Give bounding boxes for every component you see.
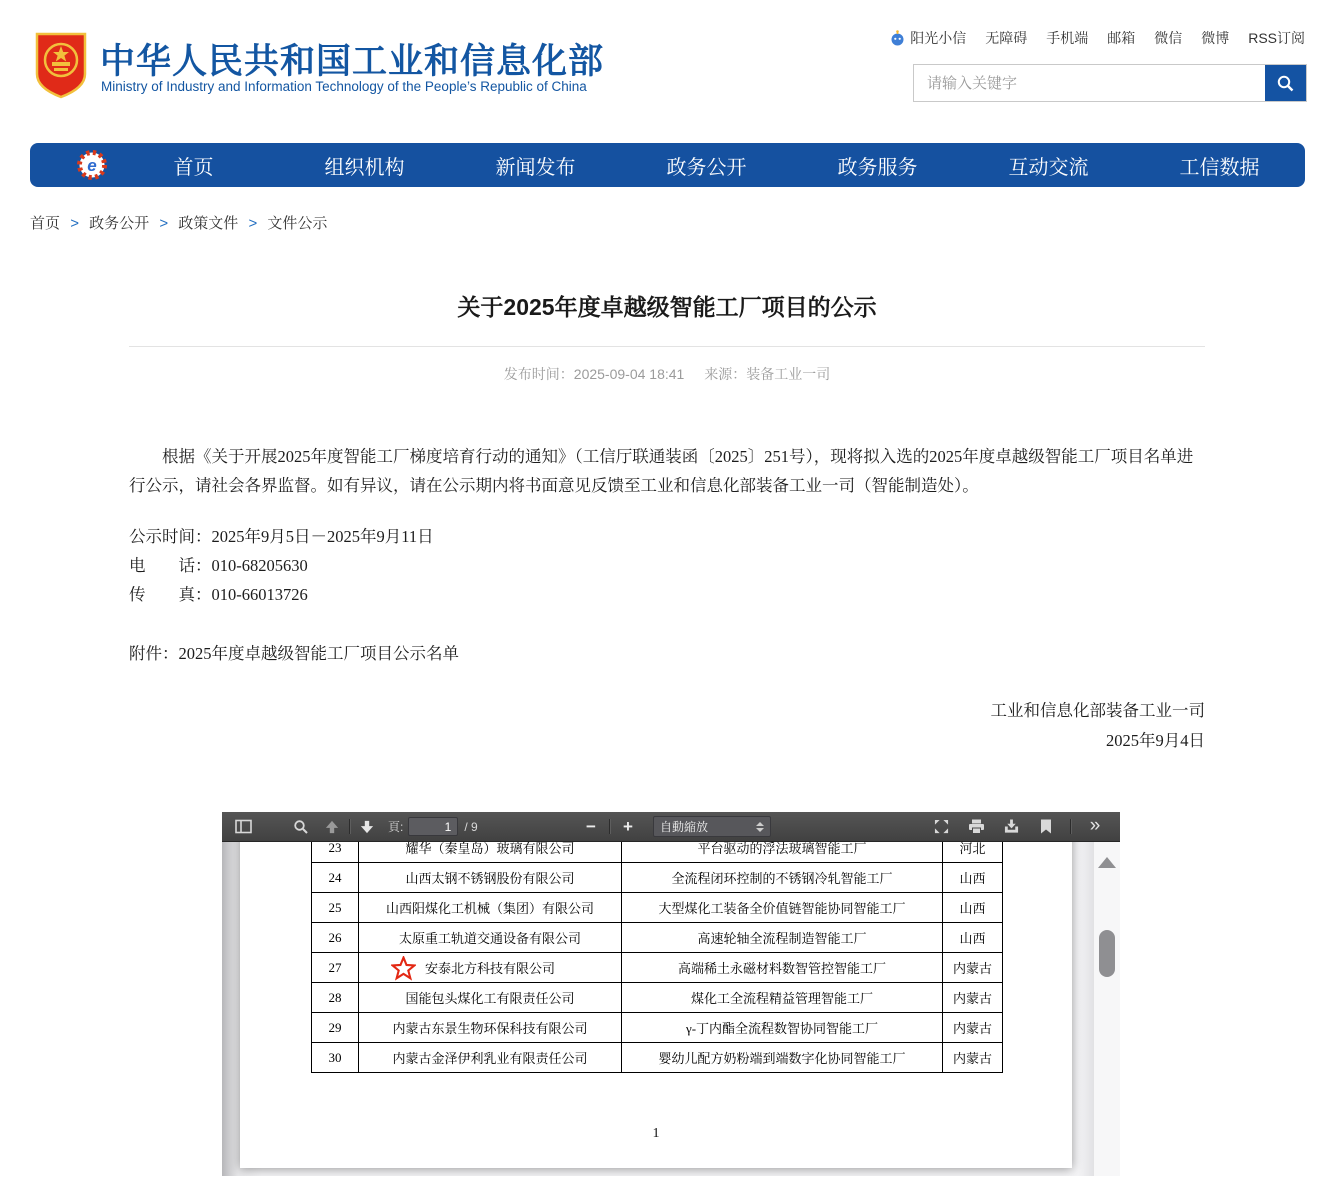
quick-link-mail[interactable]: 邮箱 <box>1107 30 1136 46</box>
phone-line: 电 话：010-68205630 <box>129 556 308 575</box>
company-cell: 国能包头煤化工有限责任公司 <box>359 983 622 1013</box>
breadcrumb-file-notice: 文件公示 <box>267 215 328 232</box>
nav-item-news[interactable]: 新闻发布 <box>495 156 576 179</box>
article-meta <box>129 364 1205 384</box>
nav-item-gov-services[interactable]: 政务服务 <box>837 156 918 179</box>
site-header <box>0 0 1333 133</box>
table-row <box>312 1043 1003 1073</box>
quick-link-rss[interactable]: RSS订阅 <box>1248 30 1305 46</box>
nav-item-home[interactable]: 首页 <box>173 156 214 179</box>
signature-department: 工业和信息化部装备工业一司 <box>990 701 1205 720</box>
more-tools-button[interactable]: » <box>1089 815 1101 836</box>
table-row <box>312 1013 1003 1043</box>
fax-line: 传 真：010-66013726 <box>129 585 308 604</box>
breadcrumb <box>30 212 1333 233</box>
company-name: 安泰北方科技有限公司 <box>424 961 555 976</box>
find-button[interactable] <box>290 816 312 838</box>
article <box>129 289 1205 756</box>
company-cell: 太原重工轨道交通设备有限公司 <box>359 923 622 953</box>
table-row <box>312 842 1003 863</box>
row-number: 25 <box>312 893 359 923</box>
project-cell: 高端稀土永磁材料数智管控智能工厂 <box>622 953 943 983</box>
quick-link-mobile[interactable]: 手机端 <box>1046 30 1089 46</box>
nav-item-interaction[interactable]: 互动交流 <box>1008 156 1089 179</box>
breadcrumb-gov-disclosure[interactable]: 政务公开 <box>89 215 150 232</box>
table-row <box>312 983 1003 1013</box>
nav-item-gov-disclosure[interactable]: 政务公开 <box>666 156 747 179</box>
province-cell: 内蒙古 <box>943 953 1003 983</box>
article-paragraph: 根据《关于开展2025年度智能工厂梯度培育行动的通知》（工信厅联通装函〔2025〕251号），现将拟入选的2025年度卓越级智能工厂项目名单进行公示，请社会各界监督。如有异议，请在公示期内将书面意见反馈至工业和信息化部装备工业一司（智能制造处）。 <box>129 447 1194 495</box>
pdf-content-area <box>222 842 1120 1176</box>
breadcrumb-home[interactable]: 首页 <box>30 215 61 232</box>
project-cell: 平台驱动的浮法玻璃智能工厂 <box>622 842 943 863</box>
bookmark-icon <box>1040 819 1052 834</box>
signature-date: 2025年9月4日 <box>1106 731 1205 750</box>
robot-icon <box>889 30 906 47</box>
breadcrumb-separator: > <box>159 215 169 232</box>
province-cell: 山西 <box>943 923 1003 953</box>
national-emblem-icon <box>35 32 87 99</box>
row-number: 26 <box>312 923 359 953</box>
notice-period-line: 公示时间：2025年9月5日－2025年9月11日 <box>129 527 434 546</box>
company-cell <box>359 953 622 983</box>
project-cell: 煤化工全流程精益管理智能工厂 <box>622 983 943 1013</box>
toolbar-divider <box>349 819 350 834</box>
project-cell: 大型煤化工装备全价值链智能协同智能工厂 <box>622 893 943 923</box>
project-cell: γ-丁内酯全流程数智协同智能工厂 <box>622 1013 943 1043</box>
arrow-down-icon <box>360 820 374 834</box>
breadcrumb-policy-files[interactable]: 政策文件 <box>178 215 239 232</box>
page-total: / 9 <box>464 819 478 834</box>
scrollbar-thumb[interactable] <box>1099 930 1115 977</box>
attachment-line: 附件：2025年度卓越级智能工厂项目公示名单 <box>129 644 459 663</box>
quick-link-sunshine[interactable]: 阳光小信 <box>889 28 966 48</box>
presentation-mode-button[interactable] <box>930 816 952 838</box>
main-navbar <box>30 143 1305 187</box>
quick-link-accessibility[interactable]: 无障碍 <box>985 30 1028 46</box>
project-cell: 高速轮轴全流程制造智能工厂 <box>622 923 943 953</box>
zoom-out-button[interactable]: − <box>586 816 596 836</box>
red-star-icon <box>391 956 416 981</box>
info-lines <box>129 522 1205 609</box>
row-number: 29 <box>312 1013 359 1043</box>
search-input[interactable] <box>914 65 1265 101</box>
select-arrows-icon <box>756 822 764 832</box>
company-cell: 耀华（秦皇岛）玻璃有限公司 <box>359 842 622 863</box>
row-number: 30 <box>312 1043 359 1073</box>
print-button[interactable] <box>965 816 987 838</box>
quick-link-wechat[interactable]: 微信 <box>1154 30 1183 46</box>
toolbar-divider <box>1070 819 1071 834</box>
zoom-mode-label: 自動縮放 <box>660 820 709 834</box>
scroll-up-arrow-icon[interactable] <box>1098 857 1116 868</box>
project-table <box>311 842 1003 1073</box>
company-cell: 山西太钢不锈钢股份有限公司 <box>359 863 622 893</box>
pdf-toolbar <box>222 812 1120 842</box>
search-button[interactable] <box>1265 65 1306 101</box>
project-cell: 婴幼儿配方奶粉端到端数字化协同智能工厂 <box>622 1043 943 1073</box>
print-icon <box>968 819 985 834</box>
page-title: 关于2025年度卓越级智能工厂项目的公示 <box>457 294 877 320</box>
pdf-scrollbar[interactable] <box>1093 842 1120 1176</box>
page-label: 頁: <box>388 820 404 834</box>
page-number-input[interactable] <box>408 817 458 836</box>
province-cell: 山西 <box>943 863 1003 893</box>
project-cell: 全流程闭环控制的不锈钢冷轧智能工厂 <box>622 863 943 893</box>
pdf-page <box>240 842 1072 1168</box>
site-subtitle: Ministry of Industry and Information Technology of the People’s Republic of China <box>101 79 587 94</box>
row-number: 23 <box>312 842 359 863</box>
province-cell: 山西 <box>943 893 1003 923</box>
breadcrumb-separator: > <box>70 215 79 232</box>
row-number: 27 <box>312 953 359 983</box>
province-cell: 内蒙古 <box>943 983 1003 1013</box>
province-cell: 内蒙古 <box>943 1013 1003 1043</box>
zoom-mode-select[interactable] <box>653 816 771 837</box>
article-body <box>129 442 1205 756</box>
row-number: 28 <box>312 983 359 1013</box>
title-divider <box>129 346 1205 347</box>
site-title: 中华人民共和国工业和信息化部 <box>100 42 605 81</box>
page-up-button[interactable] <box>321 816 343 838</box>
table-row-starred <box>312 953 1003 983</box>
table-row <box>312 863 1003 893</box>
company-cell: 内蒙古东景生物环保科技有限公司 <box>359 1013 622 1043</box>
search-box <box>913 64 1307 102</box>
nav-item-organization[interactable]: 组织机构 <box>324 156 405 179</box>
svg-text:e: e <box>87 156 97 175</box>
breadcrumb-separator: > <box>248 215 258 232</box>
toolbar-divider <box>609 819 610 834</box>
pdf-viewer <box>222 812 1120 1177</box>
province-cell: 内蒙古 <box>943 1043 1003 1073</box>
publish-time: 发布时间：2025-09-04 18:41 <box>503 366 685 382</box>
article-source: 来源：装备工业一司 <box>704 366 831 382</box>
bookmark-button[interactable] <box>1035 816 1057 838</box>
company-cell: 内蒙古金泽伊利乳业有限责任公司 <box>359 1043 622 1073</box>
fullscreen-icon <box>934 819 949 834</box>
page-down-button[interactable] <box>356 816 378 838</box>
company-cell: 山西阳煤化工机械（集团）有限公司 <box>359 893 622 923</box>
quick-links <box>889 28 1305 48</box>
table-row <box>312 893 1003 923</box>
arrow-up-icon <box>325 820 339 834</box>
sidebar-toggle-icon <box>235 819 252 834</box>
zoom-in-button[interactable]: + <box>623 816 633 836</box>
download-button[interactable] <box>1000 816 1022 838</box>
gear-e-logo-icon <box>76 149 108 181</box>
province-cell: 河北 <box>943 842 1003 863</box>
table-row <box>312 923 1003 953</box>
download-icon <box>1004 819 1019 834</box>
sidebar-toggle-button[interactable] <box>232 816 254 838</box>
search-icon <box>293 819 309 835</box>
nav-item-data[interactable]: 工信数据 <box>1179 156 1260 179</box>
pdf-page-number: 1 <box>652 1126 660 1141</box>
row-number: 24 <box>312 863 359 893</box>
quick-link-weibo[interactable]: 微博 <box>1201 30 1230 46</box>
search-icon <box>1276 74 1295 93</box>
